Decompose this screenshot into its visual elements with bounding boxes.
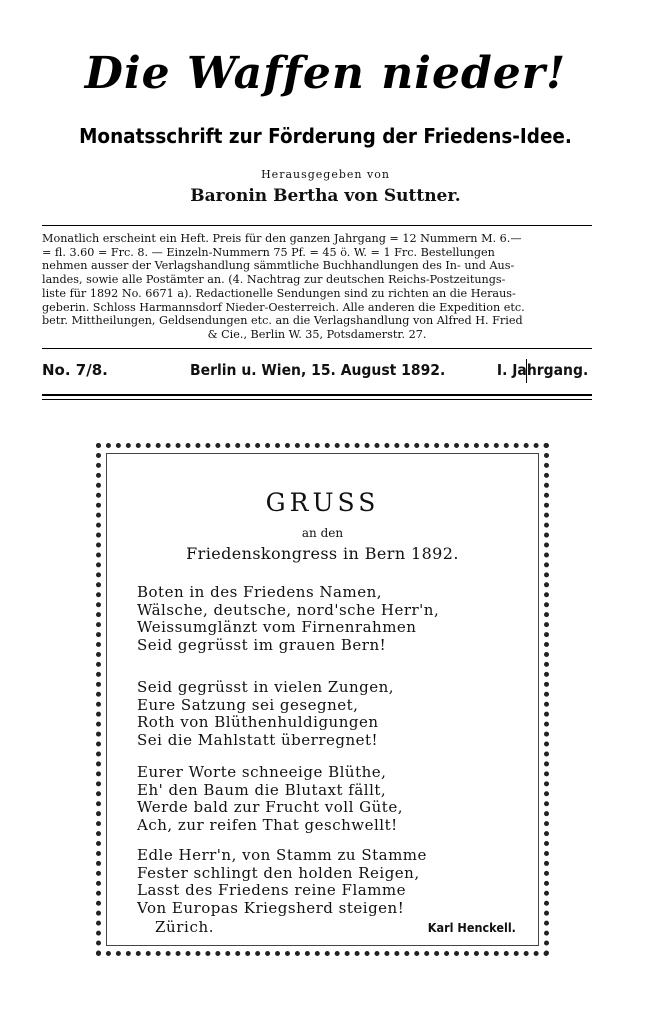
notice-line: Monatlich erscheint ein Heft. Preis für den ganzen Jahrgang = 12 Nummern M. 6.—	[42, 232, 522, 245]
subscription-notice	[42, 232, 592, 342]
poem-stanza	[137, 679, 517, 749]
notice-line: betr. Mittheilungen, Geldsendungen etc. an die Verlagshandlung von Alfred H. Fried	[42, 314, 523, 328]
notice-line: = fl. 3.60 = Frc. 8. — Einzeln-Nummern 75 Pf. = 45 ö. W. = 1 Frc. Bestellungen	[42, 245, 495, 259]
poem-frame	[96, 443, 549, 956]
poem-place: Zürich.	[155, 918, 215, 936]
issue-volume: I. Jahrgang.	[496, 361, 588, 379]
poem-line: Werde bald zur Frucht voll Güte,	[137, 798, 403, 816]
poem-line: Weissumglänzt vom Firnenrahmen	[137, 618, 417, 636]
notice-line: liste für 1892 No. 6671 a). Redactionelle Sendungen sind zu richten an die Heraus-	[42, 286, 516, 300]
notice-line: landes, sowie alle Postämter an. (4. Nachtrag zur deutschen Reichs-Postzeitungs-	[42, 273, 506, 287]
poem-line: Eurer Worte schneeige Blüthe,	[137, 763, 387, 781]
poem-frame-inner	[106, 453, 539, 946]
poem-author: Karl Henckell.	[427, 920, 516, 935]
poem-line: Eh' den Baum die Blutaxt fällt,	[137, 780, 387, 799]
header-rule-top	[42, 225, 592, 226]
poem-line: Fester schlingt den holden Reigen,	[137, 863, 420, 882]
poem-title: GRUSS	[265, 488, 380, 517]
masthead-title: Die Waffen nieder!	[84, 48, 567, 99]
issue-number: No. 7/8.	[42, 361, 108, 379]
poem-dedication-prefix: an den	[301, 526, 344, 540]
poem-line: Eure Satzung sei gesegnet,	[137, 695, 359, 714]
poem-line: Seid gegrüsst im grauen Bern!	[137, 635, 387, 654]
masthead-subtitle: Monatsschrift zur Förderung der Friedens-Idee.	[79, 124, 572, 148]
editor-intro: Herausgegeben von	[261, 168, 390, 181]
poem-line: Wälsche, deutsche, nord'sche Herr'n,	[137, 600, 440, 619]
notice-line: geberin. Schloss Harmannsdorf Nieder-Oesterreich. Alle anderen die Expedition etc.	[42, 300, 525, 314]
poem-stanza	[137, 584, 517, 654]
poem-dedication: Friedenskongress in Bern 1892.	[186, 544, 459, 563]
issue-rule-bottom	[42, 394, 592, 396]
poem-stanza	[137, 847, 517, 917]
poem-line: Edle Herr'n, von Stamm zu Stamme	[137, 846, 427, 864]
poem-line: Von Europas Kriegsherd steigen!	[137, 898, 405, 917]
issue-place-date: Berlin u. Wien, 15. August 1892.	[190, 361, 446, 379]
issue-rule-bottom-thin	[42, 399, 592, 400]
issue-bar	[42, 361, 592, 383]
poem-line: Seid gegrüsst in vielen Zungen,	[137, 678, 395, 696]
poem-line: Boten in des Friedens Namen,	[137, 583, 383, 601]
poem-stanza	[137, 764, 517, 834]
poem-line: Lasst des Friedens reine Flamme	[137, 881, 407, 899]
issue-rule-top	[42, 348, 592, 349]
poem-line: Roth von Blüthenhuldigungen	[137, 713, 379, 731]
poem-line: Ach, zur reifen That geschwellt!	[137, 815, 398, 834]
poem-line: Sei die Mahlstatt überregnet!	[137, 730, 379, 749]
editor-name: Baronin Bertha von Suttner.	[190, 186, 461, 206]
notice-line: & Cie., Berlin W. 35, Potsdamerstr. 27.	[207, 327, 427, 341]
notice-line: nehmen ausser der Verlagshandlung sämmtliche Buchhandlungen des In- und Aus-	[42, 259, 515, 273]
